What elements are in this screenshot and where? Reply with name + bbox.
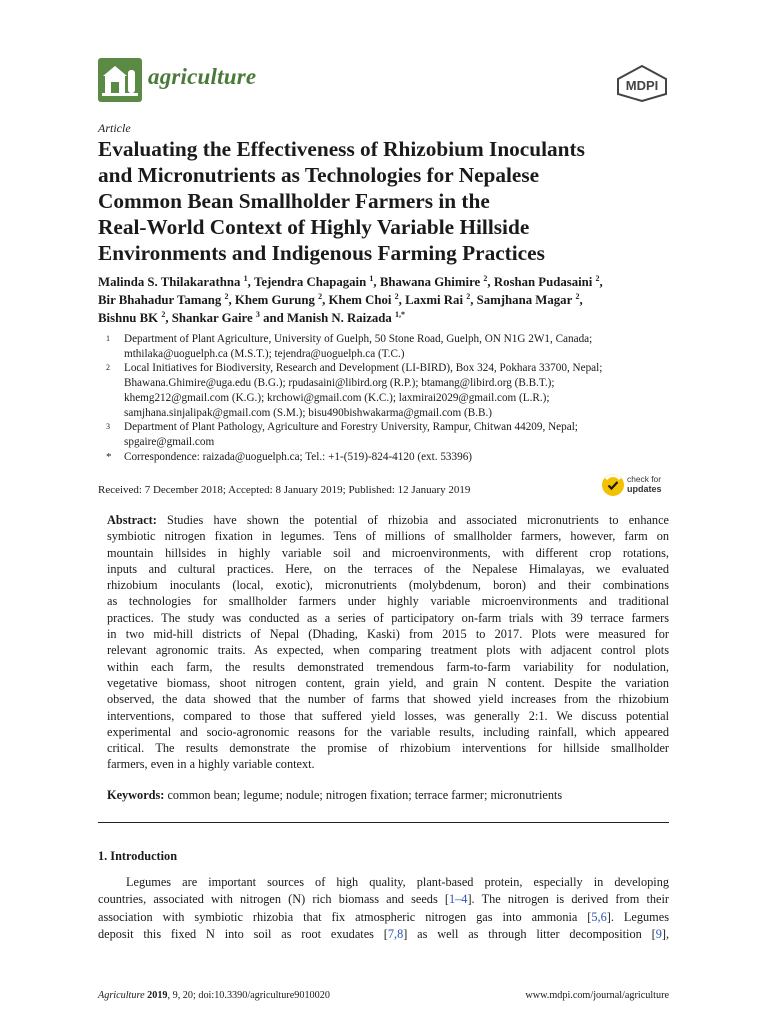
affil-sup: 1,* xyxy=(395,310,406,319)
author: Bhawana Ghimire xyxy=(379,275,481,289)
check-for-updates-label xyxy=(627,475,662,494)
affil-email[interactable]: mthilaka@uoguelph.ca (M.S.T.); tejendra@uoguelph.ca (T.C.) xyxy=(124,347,405,360)
abstract-line: symbiotic nitrogen fixation in legumes. Tens of millions of smallholder farmers, however, farm on xyxy=(107,529,669,544)
intro-line xyxy=(98,891,669,908)
footer-url[interactable]: www.mdpi.com/journal/agriculture xyxy=(525,990,669,1001)
affil-sup: 2 xyxy=(224,292,229,301)
abstract-line: experimental and socio-agronomic reasons for the variable results, including rainfall, which appeared xyxy=(107,724,669,739)
author: Shankar Gaire xyxy=(171,311,253,325)
citation-link[interactable]: 9 xyxy=(655,926,662,941)
affiliation-1 xyxy=(98,332,678,361)
abstract-line xyxy=(107,512,669,528)
author: Khem Choi xyxy=(328,293,392,307)
author-line: Malinda S. Thilakarathna $^1$, Tejendra Chapagain $^1$, Bhawana Ghimire $^2$, Roshan Pudasaini $^2$, xyxy=(98,274,603,289)
author: Khem Gurung xyxy=(234,293,315,307)
abstract-line: relevant agronomic traits. As expected, when comparing treatment plots with adjacent control plots xyxy=(107,643,669,658)
abstract-line: mountain hillsides in highly variable soil and microenvironments, with different crop rotations, xyxy=(107,545,669,560)
cfu-line2: updates xyxy=(627,483,662,494)
title-line: Evaluating the Effectiveness of Rhizobium Inoculants xyxy=(98,137,585,161)
abstract-line: critical. The results demonstrate the promise of rhizobium interventions for hillside smallholder xyxy=(107,741,669,756)
footer-citation xyxy=(98,990,330,1001)
author-line: Bishnu BK $^2$, Shankar Gaire $^3$ and Manish N. Raizada $^{1,*}$ xyxy=(98,310,406,325)
intro-text: countries, associated with nitrogen (N) rich biomass and seeds [ xyxy=(98,892,449,907)
affil-sup: 2 xyxy=(394,292,399,301)
affil-mark: 1 xyxy=(106,334,110,343)
keywords xyxy=(107,788,562,803)
author: Bishnu BK xyxy=(98,311,159,325)
abstract xyxy=(107,512,669,773)
author: Manish N. Raizada xyxy=(286,311,392,325)
footer-year: 2019 xyxy=(147,990,168,1001)
intro-text: ]. The nitrogen is derived from their xyxy=(467,892,669,907)
intro-text: ]. Legumes xyxy=(606,909,669,924)
intro-text: ], xyxy=(661,926,670,941)
affil-mark: 2 xyxy=(106,363,110,373)
cfu-line1: check for xyxy=(627,474,661,484)
section-divider xyxy=(98,822,669,823)
intro-line xyxy=(98,909,669,926)
affil-sup: 2 xyxy=(318,292,323,301)
title-line: Real-World Context of Highly Variable Hillside xyxy=(98,215,530,239)
affiliations xyxy=(98,332,678,464)
check-for-updates-badge[interactable] xyxy=(601,472,671,498)
author: Roshan Pudasaini xyxy=(493,275,593,289)
affil-sup: 2 xyxy=(575,292,580,301)
author-list xyxy=(98,273,678,327)
citation-link[interactable]: 7,8 xyxy=(387,926,404,941)
author: Samjhana Magar xyxy=(476,293,573,307)
title-line: Environments and Indigenous Farming Practices xyxy=(98,241,545,265)
abstract-line: within each farm, the results demonstrated tremendous farm-to-farm variability for nodulation, xyxy=(107,659,669,674)
abstract-line: vegetative biomass, shoot nitrogen content, grain yield, and grain N content. Despite the variation xyxy=(107,675,669,690)
intro-text: association with symbiotic rhizobia that fix atmospheric nitrogen gas into ammonia [ xyxy=(98,909,592,924)
mdpi-logo-icon xyxy=(614,64,670,102)
intro-text: ] as well as through litter decomposition [ xyxy=(403,926,656,941)
article-type: Article xyxy=(98,121,131,135)
abstract-line: inputs and cultural practices. Here, on the terraces of the Nepalese Himalayas, we evaluated xyxy=(107,561,669,576)
abstract-label: Abstract: xyxy=(107,513,157,527)
affil-sup: 1 xyxy=(369,274,374,283)
affil-email[interactable]: spgaire@gmail.com xyxy=(124,435,215,448)
keywords-text: common bean; legume; nodule; nitrogen fixation; terrace farmer; micronutrients xyxy=(167,788,563,802)
affil-sup: 1 xyxy=(243,274,248,283)
abstract-line: as technologies for smallholder farmers under highly variable microenvironments and traditional xyxy=(107,594,669,609)
intro-text: deposit this fixed N into soil as root exudates [ xyxy=(98,926,388,941)
affil-mark: * xyxy=(106,450,112,463)
footer-doi[interactable]: , 9, 20; doi:10.3390/agriculture9010020 xyxy=(167,990,330,1001)
author: Laxmi Rai xyxy=(405,293,464,307)
title-line: and Micronutrients as Technologies for Nepalese xyxy=(98,163,540,187)
citation-link[interactable]: 5,6 xyxy=(591,909,607,924)
abstract-line: in two mid-hill districts of Nepal (Dhading, Kaski) from 2015 to 2017. Plots were measured for xyxy=(107,627,669,642)
abstract-line: farmers, even in a highly variable context. xyxy=(107,757,315,772)
author: Malinda S. Thilakarathna xyxy=(98,275,241,289)
author: Tejendra Chapagain xyxy=(253,275,367,289)
intro-line: Legumes are important sources of high quality, plant-based protein, especially in developing xyxy=(126,875,669,889)
title-line: Common Bean Smallholder Farmers in the xyxy=(98,189,490,213)
affil-sup: 2 xyxy=(483,274,488,283)
affil-line: Local Initiatives for Biodiversity, Research and Development (LI-BIRD), Box 324, Pokhara 33700, Nepal; xyxy=(124,362,603,375)
check-for-updates-icon xyxy=(601,473,625,497)
footer-journal: Agriculture xyxy=(98,990,145,1001)
section-heading: 1. Introduction xyxy=(98,849,178,863)
abstract-line: rhizobium inoculants (local, exotic), micronutrients (molybdenum, boron) and their combinations xyxy=(107,578,669,593)
affil-line: Department of Plant Agriculture, University of Guelph, 50 Stone Road, Guelph, ON N1G 2W1, Canada; xyxy=(124,333,593,345)
affil-email[interactable]: khemg212@gmail.com (K.G.); krchowi@gmail.com (K.C.); laxmirai2029@gmail.com (L.R.); xyxy=(124,391,550,404)
paper-title xyxy=(98,136,698,266)
author: Bir Bhahadur Tamang xyxy=(98,293,222,307)
journal-logo-icon xyxy=(98,58,142,102)
author-and: and xyxy=(263,311,284,325)
keywords-label: Keywords: xyxy=(107,788,165,802)
abstract-line: interventions, compared to those that suffered yield losses, was generally 2:1. We discuss potential xyxy=(107,708,669,723)
affiliation-3 xyxy=(98,420,678,449)
affil-email[interactable]: samjhana.sinjalipak@gmail.com (S.M.); bisu490bishwakarma@gmail.com (B.B.) xyxy=(124,406,492,419)
affil-sup: 2 xyxy=(466,292,471,301)
abstract-text: Studies have shown the potential of rhizobia and associated micronutrients to enhance xyxy=(167,513,670,527)
affil-sup: 2 xyxy=(161,310,166,319)
abstract-line: practices. The study was conducted as a series of participatory on-farm trials with 39 terrace farmers xyxy=(107,610,669,625)
affiliation-2 xyxy=(98,361,678,420)
correspondence-line[interactable]: Correspondence: raizada@uoguelph.ca; Tel.: +1-(519)-824-4120 (ext. 53396) xyxy=(124,450,473,463)
citation-link[interactable]: 1–4 xyxy=(449,892,468,907)
affil-sup: 2 xyxy=(595,274,600,283)
introduction-text xyxy=(98,874,669,943)
affil-sup: 3 xyxy=(255,310,260,319)
intro-line xyxy=(98,926,669,943)
affil-line: Department of Plant Pathology, Agriculture and Forestry University, Rampur, Chitwan 44209, Nepal; xyxy=(124,421,578,434)
journal-name: agriculture xyxy=(148,64,257,89)
affil-mark: 3 xyxy=(106,422,110,432)
correspondence xyxy=(98,450,678,465)
affil-email[interactable]: Bhawana.Ghimire@uga.edu (B.G.); rpudasaini@libird.org (R.P.); btamang@libird.org (B.B.T.); xyxy=(124,377,555,390)
publication-dates: Received: 7 December 2018; Accepted: 8 January 2019; Published: 12 January 2019 xyxy=(98,484,471,496)
author-line: Bir Bhahadur Tamang $^2$, Khem Gurung $^2$, Khem Choi $^2$, Laxmi Rai $^2$, Samjhana Magar $^2$, xyxy=(98,292,583,307)
mdpi-logo-text: MDPI xyxy=(625,78,659,93)
abstract-line: observed, the data showed that the number of farms that showed yield increases from the rhizobium xyxy=(107,692,669,707)
